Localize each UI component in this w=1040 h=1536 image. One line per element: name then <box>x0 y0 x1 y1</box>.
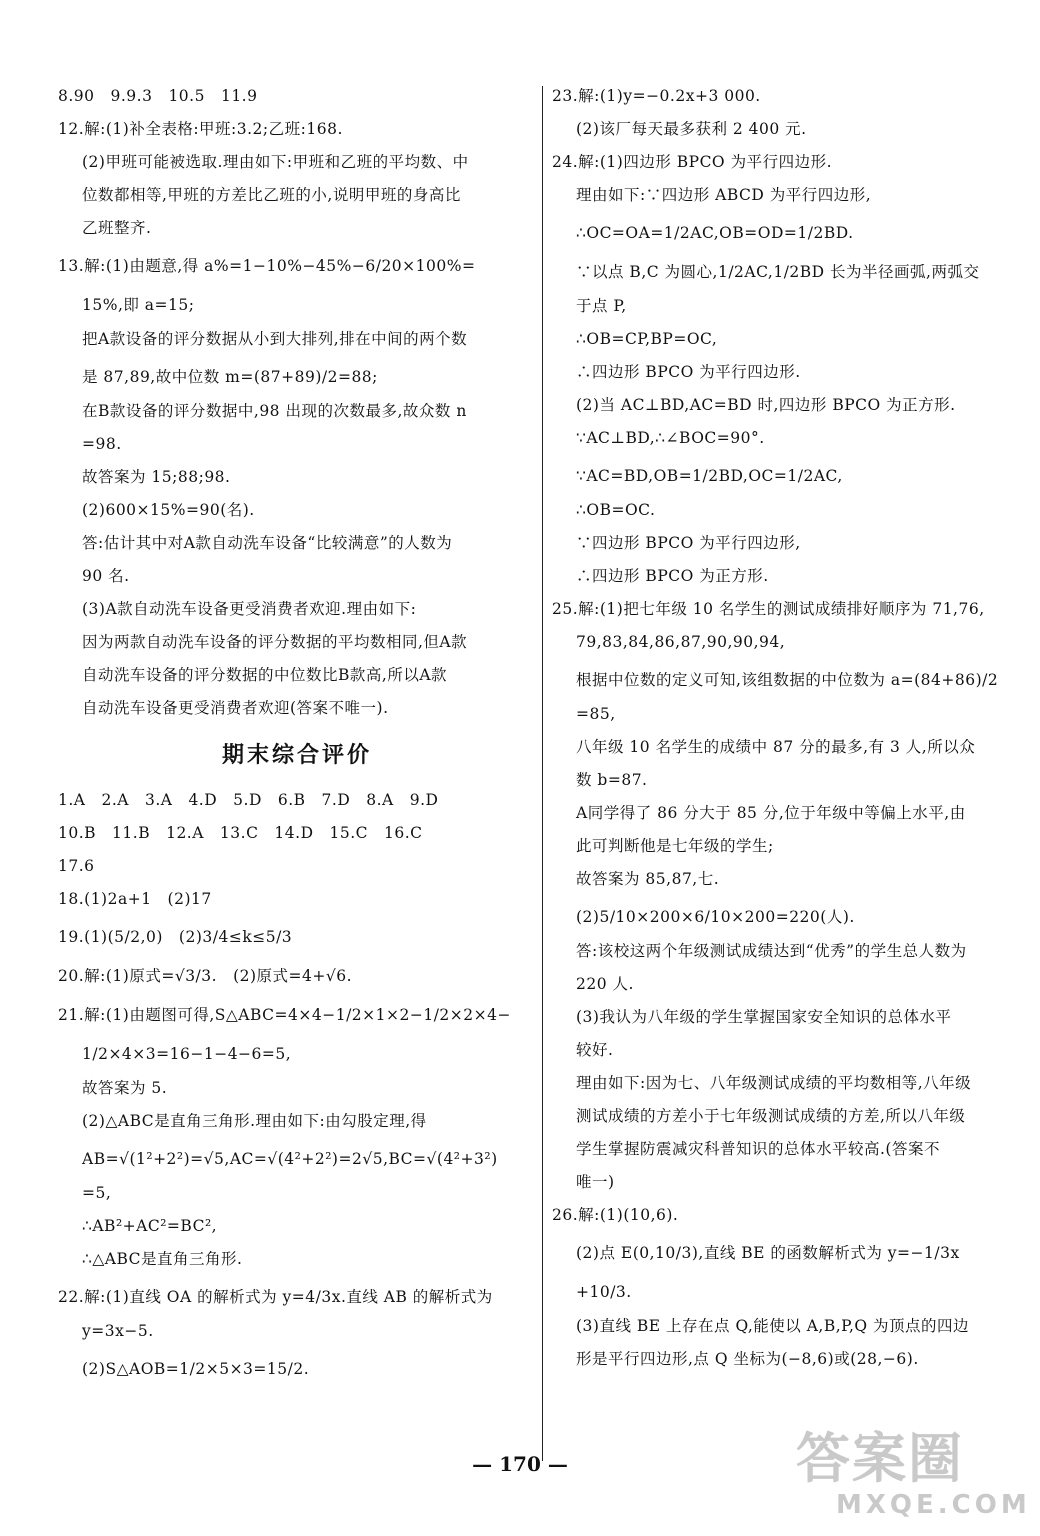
answer-line: =85, <box>576 705 616 723</box>
left-column <box>58 86 536 1393</box>
answer-line: ∴AB²+AC²=BC², <box>82 1217 218 1235</box>
answer-line: 此可判断他是七年级的学生; <box>576 837 774 855</box>
answer-line: (3)直线 BE 上存在点 Q,能使以 A,B,P,Q 为顶点的四边 <box>576 1317 970 1335</box>
answer-line: (2)5/10×200×6/10×200=220(人). <box>576 908 855 926</box>
answer-line: (2)当 AC⊥BD,AC=BD 时,四边形 BPCO 为正方形. <box>576 396 956 414</box>
answer-line: 故答案为 5. <box>82 1079 168 1097</box>
answer-line: 1/2×4×3=16−1−4−6=5, <box>82 1045 292 1063</box>
answer-line: ∵AC⊥BD,∴∠BOC=90°. <box>576 429 765 447</box>
answer-line: 答:估计其中对A款自动洗车设备“比较满意”的人数为 <box>82 534 453 552</box>
answer-line: 形是平行四边形,点 Q 坐标为(−8,6)或(28,−6). <box>576 1350 919 1368</box>
answer-line: (2)△ABC是直角三角形.理由如下:由勾股定理,得 <box>82 1112 427 1130</box>
answer-line: 79,83,84,86,87,90,90,94, <box>576 633 786 651</box>
answer-line: ∵AC=BD,OB=1/2BD,OC=1/2AC, <box>576 467 843 485</box>
answer-line: y=3x−5. <box>82 1322 154 1340</box>
answer-line: 8.90 9.9.3 10.5 11.9 <box>58 87 258 105</box>
answer-line: 因为两款自动洗车设备的评分数据的平均数相同,但A款 <box>82 633 468 651</box>
watermark-text: 答案圈 <box>796 1427 964 1490</box>
answer-line: 位数都相等,甲班的方差比乙班的小,说明甲班的身高比 <box>82 186 461 204</box>
answer-line: 学生掌握防震减灾科普知识的总体水平较高.(答案不 <box>576 1140 940 1158</box>
answer-line: 17.6 <box>58 857 95 875</box>
answer-line: 把A款设备的评分数据从小到大排列,排在中间的两个数 <box>82 330 468 348</box>
answer-line: 故答案为 15;88;98. <box>82 468 231 486</box>
answer-line: (2)该厂每天最多获利 2 400 元. <box>576 120 807 138</box>
answer-line: 自动洗车设备的评分数据的中位数比B款高,所以A款 <box>82 666 448 684</box>
answer-line: 理由如下:∵四边形 ABCD 为平行四边形, <box>576 186 872 204</box>
page-number: — 170 — <box>472 1452 568 1476</box>
answer-line: 13.解:(1)由题意,得 a%=1−10%−45%−6/20×100%= <box>58 257 476 275</box>
answer-line: 21.解:(1)由题图可得,S△ABC=4×4−1/2×1×2−1/2×2×4− <box>58 1006 511 1024</box>
answer-line: 20.解:(1)原式=√3/3. (2)原式=4+√6. <box>58 967 353 985</box>
answer-line: 26.解:(1)(10,6). <box>552 1206 679 1224</box>
answer-line: (2)S△AOB=1/2×5×3=15/2. <box>82 1360 310 1378</box>
watermark-logo <box>796 1427 1031 1526</box>
answer-line: 较好. <box>576 1041 614 1059</box>
answer-line: 15%,即 a=15; <box>82 296 195 314</box>
answer-line: 数 b=87. <box>576 771 648 789</box>
answer-line: 在B款设备的评分数据中,98 出现的次数最多,故众数 n <box>82 402 467 420</box>
answer-line: 自动洗车设备更受消费者欢迎(答案不唯一). <box>82 699 389 717</box>
answer-line: +10/3. <box>576 1283 632 1301</box>
answer-line: 答:该校这两个年级测试成绩达到“优秀”的学生总人数为 <box>576 942 967 960</box>
answer-line: ∵以点 B,C 为圆心,1/2AC,1/2BD 长为半径画弧,两弧交 <box>576 263 980 281</box>
answer-line: 19.(1)(5/2,0) (2)3/4≤k≤5/3 <box>58 928 293 946</box>
answer-line: =98. <box>82 435 122 453</box>
answer-line: (2)点 E(0,10/3),直线 BE 的函数解析式为 y=−1/3x <box>576 1244 960 1262</box>
answer-line: 24.解:(1)四边形 BPCO 为平行四边形. <box>552 153 832 171</box>
answer-line: 八年级 10 名学生的成绩中 87 分的最多,有 3 人,所以众 <box>576 738 976 756</box>
answer-line: ∴△ABC是直角三角形. <box>82 1250 243 1268</box>
answer-line: (2)600×15%=90(名). <box>82 501 255 519</box>
answer-line: (3)我认为八年级的学生掌握国家安全知识的总体水平 <box>576 1008 952 1026</box>
answer-line: 测试成绩的方差小于七年级测试成绩的方差,所以八年级 <box>576 1107 966 1125</box>
answer-line: 根据中位数的定义可知,该组数据的中位数为 a=(84+86)/2 <box>576 671 999 689</box>
answer-line: =5, <box>82 1184 112 1202</box>
answer-line: ∴OB=CP,BP=OC, <box>576 330 718 348</box>
answer-line: 220 人. <box>576 975 634 993</box>
answer-line: 理由如下:因为七、八年级测试成绩的平均数相等,八年级 <box>576 1074 972 1092</box>
answer-line: 12.解:(1)补全表格:甲班:3.2;乙班:168. <box>58 120 343 138</box>
answer-line: 故答案为 85,87,七. <box>576 870 720 888</box>
answer-line: 23.解:(1)y=−0.2x+3 000. <box>552 87 761 105</box>
answer-line: 25.解:(1)把七年级 10 名学生的测试成绩排好顺序为 71,76, <box>552 600 985 618</box>
answer-line: (3)A款自动洗车设备更受消费者欢迎.理由如下: <box>82 600 417 618</box>
answer-line: 90 名. <box>82 567 130 585</box>
answer-line: 22.解:(1)直线 OA 的解析式为 y=4/3x.直线 AB 的解析式为 <box>58 1288 493 1306</box>
answer-line: ∵四边形 BPCO 为平行四边形, <box>576 534 801 552</box>
section-heading: 期末综合评价 <box>221 742 372 768</box>
column-divider <box>542 86 543 1461</box>
answer-line: 乙班整齐. <box>82 219 152 237</box>
right-column <box>552 86 1010 1382</box>
answer-line: ∴OB=OC. <box>576 501 656 519</box>
answer-line: A同学得了 86 分大于 85 分,位于年级中等偏上水平,由 <box>576 804 966 822</box>
answer-line: (2)甲班可能被选取.理由如下:甲班和乙班的平均数、中 <box>82 153 469 171</box>
answer-line: 于点 P, <box>576 297 627 315</box>
answer-line: 唯一) <box>576 1173 615 1191</box>
answer-line: ∴四边形 BPCO 为正方形. <box>576 567 769 585</box>
answer-line: 1.A 2.A 3.A 4.D 5.D 6.B 7.D 8.A 9.D <box>58 791 439 809</box>
answer-line: ∴四边形 BPCO 为平行四边形. <box>576 363 801 381</box>
watermark-url: MXQE.COM <box>836 1490 1031 1520</box>
answer-line: 是 87,89,故中位数 m=(87+89)/2=88; <box>82 368 378 386</box>
answer-line: 10.B 11.B 12.A 13.C 14.D 15.C 16.C <box>58 824 423 842</box>
answer-line: ∴OC=OA=1/2AC,OB=OD=1/2BD. <box>576 224 854 242</box>
answer-line: AB=√(1²+2²)=√5,AC=√(4²+2²)=2√5,BC=√(4²+3²) <box>82 1150 498 1168</box>
answer-line: 18.(1)2a+1 (2)17 <box>58 890 212 908</box>
